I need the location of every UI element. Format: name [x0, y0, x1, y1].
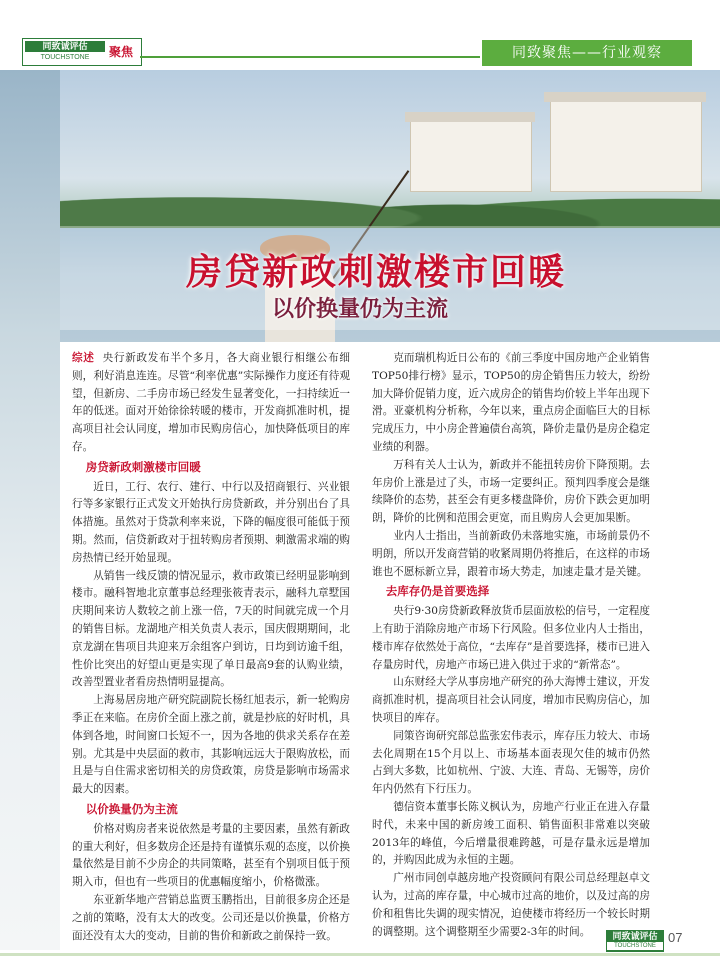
footer-logo-text: 同致诚评估: [612, 931, 658, 941]
text-column-right: [372, 350, 650, 941]
section-heading: 去库存仍是首要选择: [385, 584, 490, 599]
logo-tag: 聚焦: [109, 45, 134, 59]
paragraph: 万科有关人士认为，新政并不能扭转房价下降预期。去年房价上涨是过了头，市场一定要纠正。预判四季度会是继续降价的态势，甚至会有更多楼盘降价，房价下跌会更加明朗，降价的比例和范围会更宽，而且购房人会更加果断。: [372, 458, 650, 525]
paragraph: 央行9·30房贷新政释放货币层面放松的信号，一定程度上有助于消除房地产市场下行风险。但多位业内人士指出，楼市库存依然处于高位，“去库存”是首要选择，楼市已进入存量房时代，房地产市场已进入供过于求的“新常态”。: [372, 605, 650, 671]
paragraph: 业内人士指出，当前新政仍未落地实施，市场前景仍不明朗，所以开发商营销的收紧周期仍将推后，在这样的市场谁也不愿标新立异，跟着市场大势走，加速走量才是关键。: [372, 529, 650, 578]
paragraph: 广州市同创卓越房地产投资顾问有限公司总经理赵卓文认为，过高的库存量，中心城市过高的地价，以及过高的房价和租售比失调的现实情况，迫使楼市将经历一个较长时期的调整期。这个调整期至少需要2-3年的时间。: [372, 872, 650, 938]
paragraph: 近日，工行、农行、建行、中行以及招商银行、兴业银行等多家银行正式发文开始执行房贷新政，并分别出台了具体措施。虽然对于贷款利率来说，下降的幅度很可能低于预期。然而，信贷新政对于扭转购房者预期、刺激需求端的购房热情已经开始显现。: [72, 480, 350, 564]
section-title: 同致聚焦——行业观察: [482, 40, 692, 66]
article-subtitle: 以价换量仍为主流: [272, 296, 449, 322]
paragraph: 克而瑞机构近日公布的《前三季度中国房地产企业销售TOP50排行榜》显示，TOP50的房企销售压力较大，纷纷加大降价促销力度，近六成房企的销售均价较上半年出现下滑。亚豪机构分析称，今年以来，重点房企面临巨大的目标完成压力，中小房企普遍债台高筑，降价走量仍是房企稳定业绩的利器。: [372, 352, 650, 453]
footer-logo-subtext: TOUCHSTONE: [607, 942, 663, 950]
logo-subtext: TOUCHSTONE: [40, 54, 90, 61]
side-decoration: [0, 70, 60, 950]
page-number: 07: [668, 930, 683, 945]
section-heading: 以价换量仍为主流: [85, 801, 178, 816]
section-heading: 房贷新政刺激楼市回暖: [85, 459, 201, 474]
paragraph: 德信资本董事长陈义枫认为，房地产行业正在进入存量时代，未来中国的新房竣工面积、销售面积非常难以突破2013年的峰值，今后增量很难跨越，可是存量永远是增加的，并购因此成为永恒的主题。: [372, 800, 650, 867]
footer-logo: [606, 930, 664, 952]
footer-divider: [0, 953, 720, 956]
villa-roof: [405, 112, 535, 122]
lead-paragraph: [72, 350, 350, 457]
article-title: 房贷新政刺激楼市回暖: [186, 251, 567, 293]
villa-roof: [544, 92, 706, 102]
text-column-left: [72, 350, 350, 945]
logo-text: 同致诚评估: [25, 41, 105, 52]
lead-label: 综述: [72, 352, 95, 364]
page-header: [0, 0, 720, 70]
paragraph: 东亚新华地产营销总监贾玉鹏指出，目前很多房企还是之前的策略，没有太大的改变。公司还是以价换量，价格方面还没有太大的变动，目前的售价和新政之前保持一致。: [72, 893, 350, 942]
paragraph: 上海易居房地产研究院副院长杨红旭表示，新一轮购房季正在来临。在房价全面上涨之前，就是抄底的好时机，具体到各地，时间窗口长短不一，因为各地的供求关系存在差别。尤其是中央层面的救市，其影响远远大于限购放松，而且是与自住需求密切相关的房贷政策，房贷是影响市场需求最大的因素。: [72, 694, 350, 796]
paragraph: 山东财经大学从事房地产研究的孙大海博士建议，开发商抓准时机，提高项目社会认同度，增加市民购房信心，加快项目的库存。: [372, 676, 650, 724]
paragraph: 同策咨询研究部总监张宏伟表示，库存压力较大、市场去化周期在15个月以上、市场基本面表现欠佳的城市仍然占到大多数，比如杭州、宁波、大连、青岛、无锡等，房价年内仍然有下行压力。: [372, 729, 650, 796]
paragraph: 价格对购房者来说依然是考量的主要因素，虽然有新政的重大利好，但多数房企还是持有谨慎乐观的态度，以价换量依然是目前不少房企的共同策略，甚至有个别项目低于预期入市，但也有一些项目的优惠幅度缩小，价格微涨。: [72, 822, 350, 889]
header-divider: [140, 56, 480, 58]
tree-line: [60, 170, 720, 230]
lead-text: 央行新政发布半个多月，各大商业银行相继公布细则，利好消息连连。尽管“利率优惠”实际操作力度还有待观望，但新房、二手房市场已经发生显著变化，一扫持续近一年的低迷。面对开始徐徐转暖的楼市，开发商抓准时机，提高项目社会认同度，增加市民购房信心，加快降低项目的库存。: [72, 352, 351, 453]
paragraph: 从销售一线反馈的情况显示，救市政策已经明显影响到楼市。融科智地北京董事总经理张筱青表示，融科九章墅国庆期间来访人数较之前上涨一倍，7天的时间就完成一个月的销售目标。龙湖地产相关负责人表示，国庆假期期间，北京龙湖在售项目共迎来万余组客户到访，日均到访逾千组，性价比突出的好望山更是实现了单日最高9套的认购业绩，改善型置业者看房热情明显提高。: [72, 569, 350, 689]
brand-logo: [22, 38, 142, 66]
